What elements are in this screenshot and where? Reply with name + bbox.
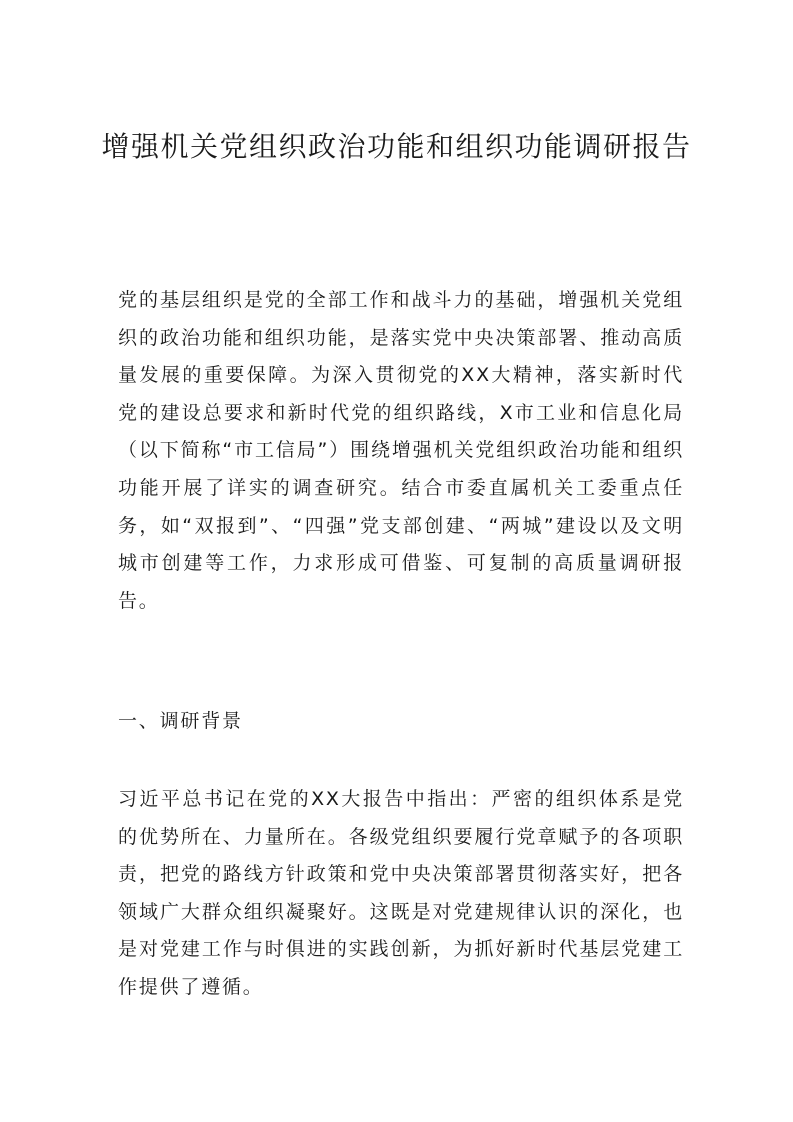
intro-paragraph: 党的基层组织是党的全部工作和战斗力的基础，增强机关党组织的政治功能和组织功能，是落实党中央决策部署、推动高质量发展的重要保障。为深入贯彻党的XX大精神，落实新时代党的建设总要求和新时代党的组织路线，X市工业和信息化局（以下简称“市工信局”）围绕增强机关党组织政治功能和组织功能开展了详实的调查研究。结合市委直属机关工委重点任务，如“双报到”、“四强”党支部创建、“两城”建设以及文明城市创建等工作，力求形成可借鉴、可复制的高质量调研报告。 xyxy=(118,289,684,612)
section-paragraph: 习近平总书记在党的XX大报告中指出：严密的组织体系是党的优势所在、力量所在。各级党组织要履行党章赋予的各项职责，把党的路线方针政策和党中央决策部署贯彻落实好，把各领域广大群众组织凝聚好。这既是对党建规律认识的深化，也是对党建工作与时俱进的实践创新，为抓好新时代基层党建工作提供了遵循。 xyxy=(118,788,684,998)
section-heading: 一、调研背景 xyxy=(118,710,243,732)
document-title: 增强机关党组织政治功能和组织功能调研报告 xyxy=(101,130,692,163)
